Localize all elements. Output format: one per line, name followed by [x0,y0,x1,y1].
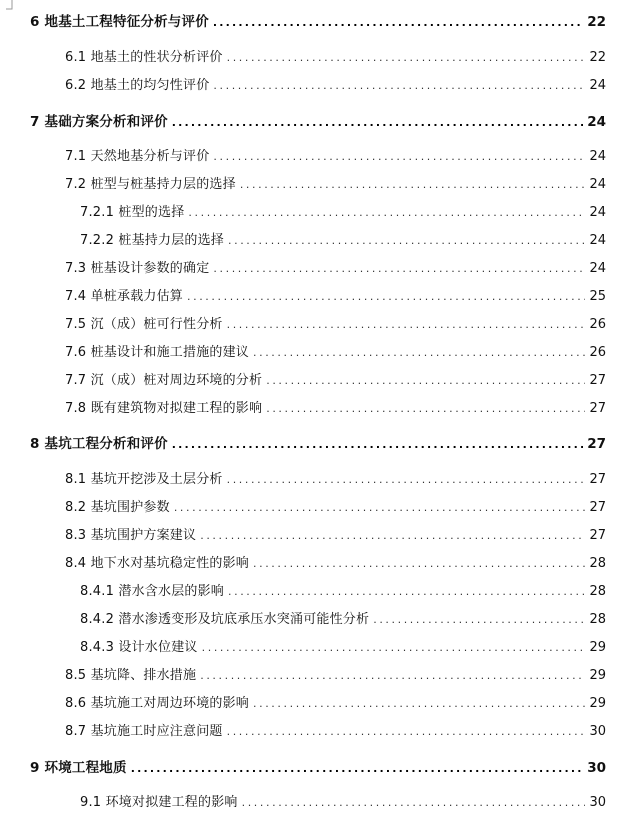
toc-entry-title: 8.4.3 设计水位建议 [80,640,198,655]
dot-leader [227,49,586,67]
toc-entry-8-2[interactable] [65,499,606,517]
toc-entry-title: 6.2 地基土的均匀性评价 [65,78,210,93]
toc-entry-8-4-2[interactable] [80,611,606,629]
dot-leader [227,471,586,489]
toc-entry-chapter-7[interactable] [30,113,606,131]
dot-leader [228,583,585,601]
toc-entry-page: 27 [589,401,606,416]
toc-entry-page: 27 [589,472,606,487]
toc-entry-7-2-1[interactable] [80,204,606,222]
dot-leader [202,639,586,657]
dot-leader [228,232,585,250]
dot-leader [188,204,585,222]
dot-leader [240,176,586,194]
toc-entry-8-4-1[interactable] [80,583,606,601]
dot-leader [172,114,583,132]
dot-leader [227,723,586,741]
toc-entry-page: 28 [589,612,606,627]
toc-entry-chapter-6[interactable] [30,13,606,31]
dot-leader [227,316,586,334]
toc-entry-title: 7.2 桩型与桩基持力层的选择 [65,177,236,192]
toc-entry-page: 26 [589,317,606,332]
dot-leader [200,527,585,545]
toc-entry-7-2[interactable] [65,176,606,194]
dot-leader [172,436,583,454]
dot-leader [213,148,585,166]
dot-leader [213,77,585,95]
toc-entry-page: 29 [589,668,606,683]
toc-entry-page: 30 [589,724,606,739]
toc-entry-page: 30 [589,795,606,810]
toc-entry-title: 8.4.1 潜水含水层的影响 [80,584,225,599]
toc-entry-7-2-2[interactable] [80,232,606,250]
toc-entry-8-4-3[interactable] [80,639,606,657]
toc-entry-title: 7.8 既有建筑物对拟建工程的影响 [65,401,263,416]
toc-entry-title: 7.2.1 桩型的选择 [80,205,185,220]
toc-entry-7-1[interactable] [65,148,606,166]
toc-entry-title: 7.1 天然地基分析与评价 [65,149,210,164]
toc-entry-8-5[interactable] [65,667,606,685]
toc-entry-title: 8.6 基坑施工对周边环境的影响 [65,696,250,711]
toc-entry-page: 29 [589,640,606,655]
toc-entry-page: 28 [589,556,606,571]
dot-leader [187,288,585,306]
toc-entry-8-7[interactable] [65,723,606,741]
toc-entry-8-3[interactable] [65,527,606,545]
toc-entry-page: 29 [589,696,606,711]
toc-entry-title: 7 基础方案分析和评价 [30,114,168,130]
dot-leader [253,555,585,573]
toc-entry-title: 9 环境工程地质 [30,760,127,776]
toc-entry-title: 6 地基土工程特征分析与评价 [30,14,209,30]
toc-entry-7-4[interactable] [65,288,606,306]
toc-entry-page: 27 [587,436,606,452]
toc-entry-title: 7.5 沉（成）桩可行性分析 [65,317,223,332]
dot-leader [213,14,583,32]
toc-entry-title: 8.7 基坑施工时应注意问题 [65,724,223,739]
toc-entry-7-7[interactable] [65,372,606,390]
toc-entry-title: 6.1 地基土的性状分析评价 [65,50,223,65]
toc-entry-6-2[interactable] [65,77,606,95]
toc-entry-page: 24 [589,205,606,220]
toc-entry-page: 27 [589,373,606,388]
toc-entry-7-3[interactable] [65,260,606,278]
toc-entry-title: 7.4 单桩承载力估算 [65,289,184,304]
toc-entry-page: 24 [589,177,606,192]
toc-entry-title: 8.1 基坑开挖涉及土层分析 [65,472,223,487]
dot-leader [213,260,585,278]
dot-leader [242,794,586,812]
dot-leader [200,667,585,685]
dot-leader [253,695,585,713]
toc-entry-title: 9.1 环境对拟建工程的影响 [80,795,238,810]
toc-entry-7-6[interactable] [65,344,606,362]
toc-entry-page: 30 [587,760,606,776]
toc-entry-7-8[interactable] [65,400,606,418]
toc-entry-title: 8.5 基坑降、排水措施 [65,668,197,683]
dot-leader [373,611,585,629]
toc-entry-page: 27 [589,528,606,543]
dot-leader [266,372,585,390]
dot-leader [266,400,585,418]
toc-entry-page: 26 [589,345,606,360]
toc-entry-page: 24 [589,78,606,93]
toc-entry-title: 7.6 桩基设计和施工措施的建议 [65,345,250,360]
toc-entry-7-5[interactable] [65,316,606,334]
toc-entry-8-6[interactable] [65,695,606,713]
toc-entry-8-1[interactable] [65,471,606,489]
toc-entry-title: 8.4 地下水对基坑稳定性的影响 [65,556,250,571]
toc-entry-page: 24 [587,114,606,130]
toc-entry-title: 8.3 基坑围护方案建议 [65,528,197,543]
toc-entry-chapter-9[interactable] [30,759,606,777]
toc-entry-page: 28 [589,584,606,599]
toc-entry-title: 8 基坑工程分析和评价 [30,436,168,452]
toc-entry-page: 24 [589,149,606,164]
toc-entry-title: 7.7 沉（成）桩对周边环境的分析 [65,373,263,388]
toc-entry-title: 7.3 桩基设计参数的确定 [65,261,210,276]
toc-entry-page: 27 [589,500,606,515]
toc-entry-6-1[interactable] [65,49,606,67]
toc-entry-8-4[interactable] [65,555,606,573]
toc-entry-page: 22 [587,14,606,30]
toc-entry-chapter-8[interactable] [30,435,606,453]
toc-entry-page: 24 [589,233,606,248]
dot-leader [174,499,586,517]
toc-entry-page: 24 [589,261,606,276]
toc-entry-title: 7.2.2 桩基持力层的选择 [80,233,225,248]
dot-leader [253,344,585,362]
toc-entry-9-1[interactable] [80,794,606,812]
toc-entry-page: 22 [589,50,606,65]
toc-entry-page: 25 [589,289,606,304]
dot-leader [131,760,584,778]
toc-entry-title: 8.4.2 潜水渗透变形及坑底承压水突涌可能性分析 [80,612,370,627]
toc-entry-title: 8.2 基坑围护参数 [65,500,170,515]
